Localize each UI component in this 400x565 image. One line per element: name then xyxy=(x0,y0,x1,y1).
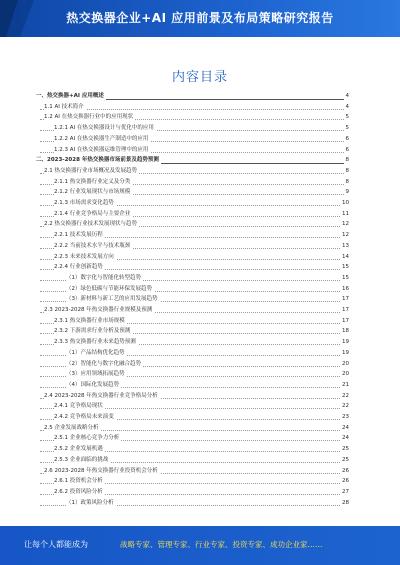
toc-entry-title: 2.2.1 技术发展历程 xyxy=(54,232,103,239)
toc-entry-page: 11 xyxy=(342,210,349,217)
toc-entry-title: 2.6.2 投资风险分析 xyxy=(54,488,103,495)
toc-entry[interactable] xyxy=(0,220,400,229)
toc-entry-page: 8 xyxy=(345,167,349,174)
toc-entry-page: 15 xyxy=(342,264,349,271)
toc-entry-page: 26 xyxy=(342,467,349,474)
toc-entry-page: 25 xyxy=(342,446,349,453)
toc-entry[interactable] xyxy=(0,499,400,508)
toc-entry[interactable] xyxy=(0,210,400,219)
toc-entry-title: 2.1 热交换器行业市场概况及发展趋势 xyxy=(44,167,137,174)
toc-entry-page: 17 xyxy=(342,307,349,313)
toc-entry-title: 2.5 企业发展战略分析 xyxy=(44,424,99,431)
toc-entry-page: 23 xyxy=(342,414,349,420)
toc-entry-page: 12 xyxy=(342,221,349,228)
toc-entry-page: 22 xyxy=(342,403,349,410)
toc-entry-page: 6 xyxy=(345,135,349,142)
toc-entry-title: 2.2.3 未来技术发展方向 xyxy=(54,253,114,260)
toc-entry-title: 一、热交换器+AI 应用概述 xyxy=(36,93,104,99)
toc-entry[interactable] xyxy=(0,413,400,422)
toc-entry-page: 10 xyxy=(342,200,349,206)
toc-entry-page: 12 xyxy=(342,232,349,239)
toc-entry[interactable] xyxy=(0,188,400,197)
toc-entry[interactable] xyxy=(0,456,400,465)
toc-entry-page: 13 xyxy=(342,242,349,249)
toc-entry-title: （2）智能化与数字化融合趋势 xyxy=(66,360,142,367)
toc-entry-title: 2.4.2 竞争格局未来演变 xyxy=(54,414,114,420)
toc-entry-title: 2.3.3 热交换器行业未来趋势预测 xyxy=(54,339,136,346)
toc-entry-title: 2.2 热交换器行业技术发展现状与趋势 xyxy=(44,221,137,228)
toc-entry-title: 1.2.1 AI 在热交换器设计与优化中的应用 xyxy=(54,125,154,132)
toc-entry-title: 2.1.1 热交换器行业定义及分类 xyxy=(54,178,131,185)
toc-entry[interactable] xyxy=(0,327,400,336)
page-footer xyxy=(0,526,400,565)
toc-entry[interactable] xyxy=(0,477,400,486)
toc-entry-page: 22 xyxy=(342,392,349,399)
toc-entry-page: 20 xyxy=(342,371,349,378)
toc-entry[interactable] xyxy=(0,338,400,347)
toc-entry-page: 24 xyxy=(342,435,349,442)
toc-entry-title: 1.2.2 AI 在热交换器生产制造中的应用 xyxy=(54,135,149,142)
toc-entry-title: 2.5.1 企业核心竞争力分析 xyxy=(54,435,120,442)
toc-entry[interactable] xyxy=(0,92,400,101)
toc-entry-page: 18 xyxy=(342,328,349,335)
toc-entry[interactable] xyxy=(0,146,400,155)
toc-entry-title: 2.2.4 行业创新趋势 xyxy=(54,264,103,271)
toc-entry-page: 5 xyxy=(345,125,349,132)
toc-entry-page: 9 xyxy=(345,189,349,196)
toc-entry-title: 2.1.2 行业发展现状与市场规模 xyxy=(54,189,131,196)
toc-entry-title: 2.6 2023-2028 年热交换器行业投资机会分析 xyxy=(44,467,158,474)
page-header xyxy=(0,0,400,37)
toc-entry-title: 2.6.1 投资机会分析 xyxy=(54,478,103,485)
toc-entry-page: 16 xyxy=(342,285,349,292)
toc-entry[interactable] xyxy=(0,103,400,112)
toc-entry-page: 4 xyxy=(345,103,349,110)
toc-entry-page: 6 xyxy=(345,146,349,153)
toc-entry[interactable] xyxy=(0,445,400,454)
toc-entry[interactable] xyxy=(0,467,400,476)
toc-entry[interactable] xyxy=(0,242,400,251)
toc-entry-page: 5 xyxy=(345,114,349,121)
toc-entry[interactable] xyxy=(0,402,400,411)
toc-entry[interactable] xyxy=(0,317,400,326)
toc-entry-page: 25 xyxy=(342,456,349,463)
toc-entry-title: （1）产品结构优化趋势 xyxy=(66,349,125,356)
toc-entry-title: 2.2.2 当前技术水平与技术瓶颈 xyxy=(54,242,131,249)
toc-entry-title: （3）应用领域拓展趋势 xyxy=(66,371,125,378)
toc-entry[interactable] xyxy=(0,231,400,240)
toc-entry-title: 2.3.2 下游需求行业分析及预测 xyxy=(54,328,131,335)
toc-entry-page: 14 xyxy=(342,253,349,260)
toc-entry-page: 28 xyxy=(342,499,349,506)
toc-entry-title: 1.2.3 AI 在热交换器运维管理中的应用 xyxy=(54,146,149,153)
toc-entry[interactable] xyxy=(0,392,400,401)
toc-entry-page: 19 xyxy=(342,349,349,356)
toc-entry-title: 2.5.2 企业发展机遇 xyxy=(54,446,103,453)
toc-entry[interactable] xyxy=(0,360,400,369)
toc-entry-title: 2.1.4 行业竞争格局与主要企业 xyxy=(54,210,131,217)
toc-entry-title: （3）新材料与新工艺的应用发展趋势 xyxy=(66,296,158,303)
toc-entry-title: （1）政策风险分析 xyxy=(66,499,114,506)
toc-entry-title: 2.3 2023-2028 年热交换器行业规模及预测 xyxy=(44,307,153,313)
toc-entry-page: 17 xyxy=(342,317,349,324)
toc-entry-page: 26 xyxy=(342,478,349,485)
report-title: 热交换器企业+AI 应用前景及布局策略研究报告 xyxy=(66,11,334,25)
toc-entry[interactable] xyxy=(0,424,400,433)
toc-entry[interactable] xyxy=(0,253,400,262)
toc-entry-page: 8 xyxy=(345,178,349,185)
toc-entry-page: 19 xyxy=(342,339,349,346)
toc-entry-title: 2.1.3 市场需求变化趋势 xyxy=(54,200,114,206)
toc-entry[interactable] xyxy=(0,306,400,315)
footer-slogan: 让每个人都能成为 xyxy=(24,540,88,549)
toc-entry[interactable] xyxy=(0,135,400,144)
toc-entry[interactable] xyxy=(0,178,400,187)
toc-entry-page: 17 xyxy=(342,296,349,303)
toc-entry-title: 1.2 AI 在热交换器行业中的应用现状 xyxy=(44,114,134,121)
toc-entry[interactable] xyxy=(0,295,400,304)
toc-entry[interactable] xyxy=(0,274,400,283)
toc-entry-title: （1）数字化与智能化转型趋势 xyxy=(66,274,142,281)
toc-entry-page: 20 xyxy=(342,360,349,367)
toc-entry-page: 15 xyxy=(342,274,349,281)
toc-entry-title: （4）国际化发展趋势 xyxy=(66,381,119,388)
toc-entry[interactable] xyxy=(0,263,400,272)
toc-entry[interactable] xyxy=(0,434,400,443)
toc-entry-title: 2.4 2023-2028 年热交换器行业竞争格局分析 xyxy=(44,392,158,399)
toc-entry[interactable] xyxy=(0,167,400,176)
toc-entry[interactable] xyxy=(0,349,400,358)
toc-entry-page: 4 xyxy=(345,93,349,99)
toc-entry-page: 8 xyxy=(345,157,349,164)
toc-entry[interactable] xyxy=(0,285,400,294)
toc-entry-page: 24 xyxy=(342,424,349,431)
toc-entry-title: 2.5.3 企业面临的挑战 xyxy=(54,456,109,463)
toc-entry[interactable] xyxy=(0,199,400,208)
toc-entry[interactable] xyxy=(0,124,400,133)
toc-entry[interactable] xyxy=(0,370,400,379)
toc-entry-title: （2）绿色低碳与节能环保发展趋势 xyxy=(66,285,153,292)
toc-entry[interactable] xyxy=(0,381,400,390)
toc-entry-page: 21 xyxy=(342,381,349,388)
toc-entry[interactable] xyxy=(0,113,400,122)
toc-entry-title: 2.3.1 热交换器行业市场规模 xyxy=(54,317,125,324)
footer-highlight-text: 战略专家、管理专家、行业专家、投资专家、成功企业家…… xyxy=(120,540,323,549)
toc-entry[interactable] xyxy=(0,488,400,497)
toc-entry-page: 27 xyxy=(342,488,349,495)
toc-entry-title: 二、2023-2028 年热交换器市场前景及趋势预测 xyxy=(36,157,159,164)
toc-heading: 内容目录 xyxy=(171,70,228,85)
toc-entry[interactable] xyxy=(0,156,400,165)
toc-entry-title: 2.4.1 竞争格局现状 xyxy=(54,403,103,410)
toc-entry-title: 1.1 AI 技术简介 xyxy=(44,103,84,110)
